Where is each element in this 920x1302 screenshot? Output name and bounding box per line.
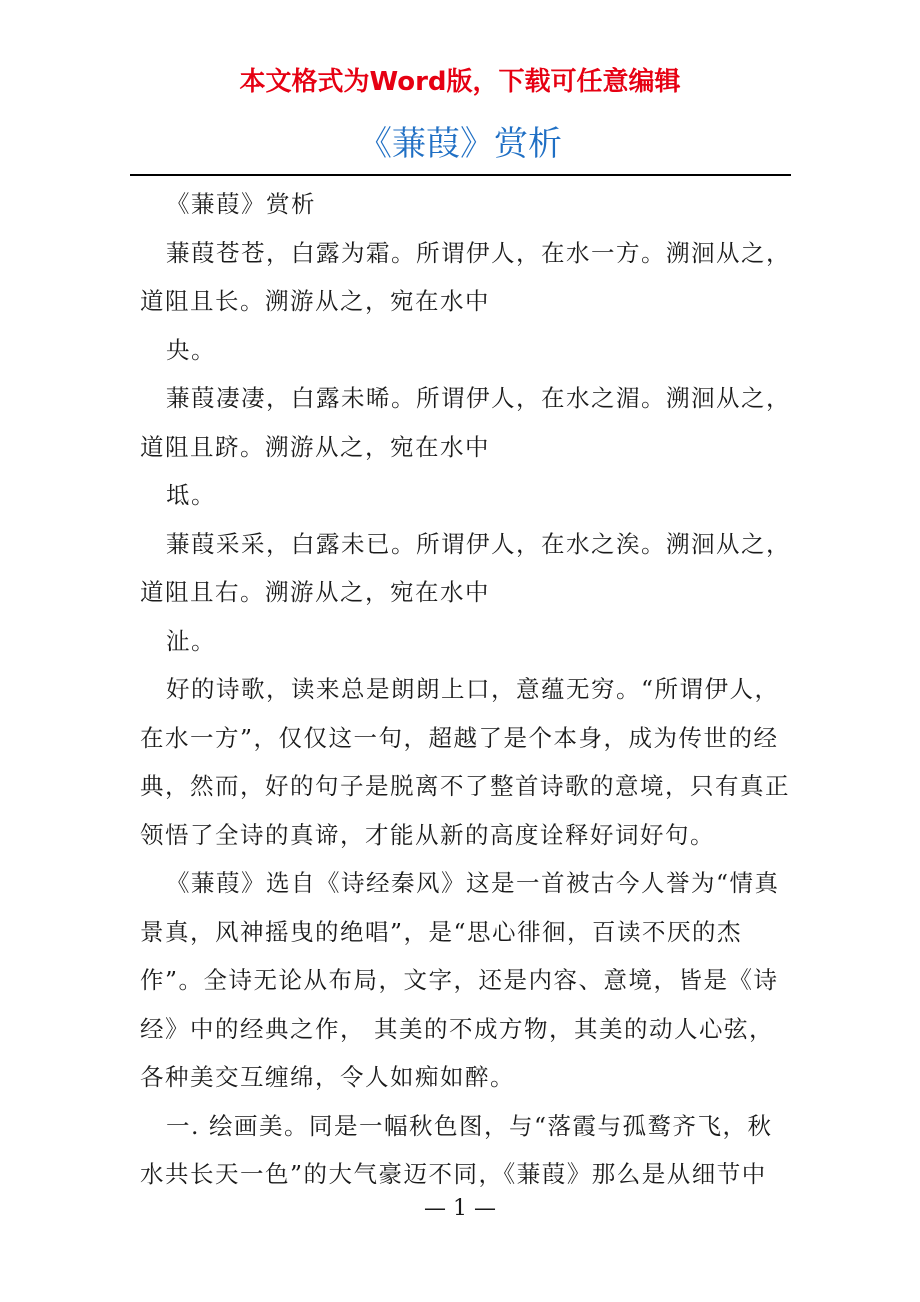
poem-line: 蒹葭苍苍，白露为霜。所谓伊人，在水一方。溯洄从之，: [166, 238, 791, 267]
poem-line: 道阻且长。溯游从之，宛在水中: [140, 287, 490, 315]
body-paragraph: 《蒹葭》选自《诗经秦风》这是一首被古今人誉为“情真景真，风神摇曳的绝唱”，是“思心徘徊，百读不厌的杰作”。全诗无论从布局，文字，还是内容、意境，皆是《诗经》中的经典之作， 其美的不成方物，其美的动人心弦，各种美交互缠绵，令人如痴如醉。: [140, 869, 780, 1091]
format-notice-banner: 本文格式为Word版，下载可任意编辑: [239, 67, 681, 97]
document-body: [140, 180, 791, 1199]
body-paragraph: 好的诗歌，读来总是朗朗上口，意蕴无穷。“所谓伊人，在水一方”，仅仅这一句，超越了是个本身，成为传世的经典，然而，好的句子是脱离不了整首诗歌的意境，只有真正领悟了全诗的真谛，才能从新的高度诠释好词好句。: [140, 675, 790, 849]
poem-line: 沚。: [166, 626, 216, 655]
body-paragraph: 一. 绘画美。同是一幅秋色图，与“落霞与孤鹜齐飞，秋水共长天一色”的大气豪迈不同，《蒹葭》那么是从细节中: [140, 1111, 773, 1188]
poem-line: 道阻且跻。溯游从之，宛在水中: [140, 432, 490, 461]
page-number: — 1 —: [424, 1196, 496, 1221]
title-divider: [130, 174, 791, 176]
body-paragraph: 《蒹葭》赏析: [166, 190, 316, 218]
poem-line: 坻。: [166, 481, 216, 509]
poem-line: 蒹葭凄凄，白露未晞。所谓伊人，在水之湄。溯洄从之，: [166, 384, 791, 412]
poem-line: 央。: [166, 335, 216, 364]
poem-line: 蒹葭采采，白露未已。所谓伊人，在水之涘。溯洄从之，: [166, 529, 791, 558]
document-title: 《蒹葭》赏析: [358, 124, 562, 164]
poem-line: 道阻且右。溯游从之，宛在水中: [140, 578, 490, 606]
